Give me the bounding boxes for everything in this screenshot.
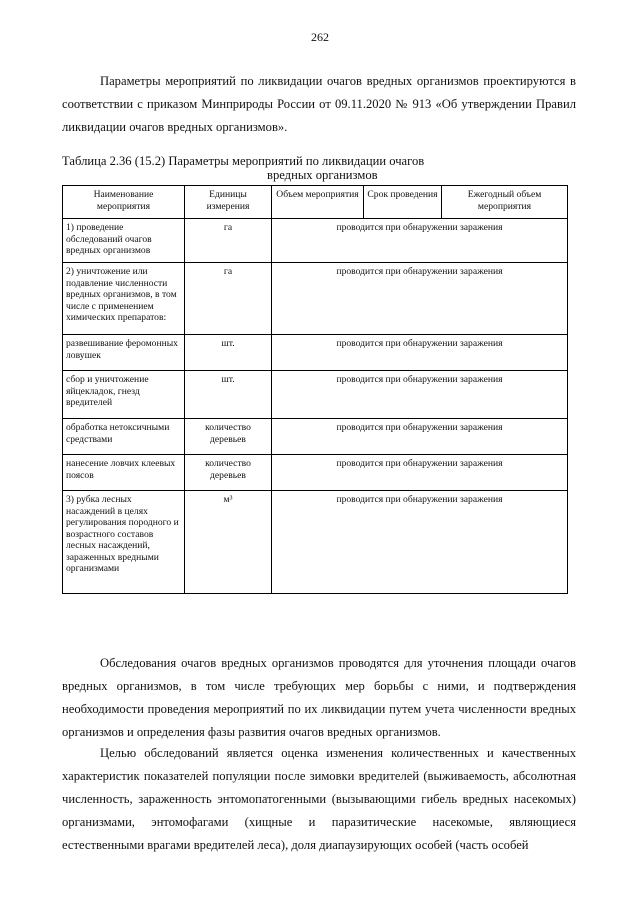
table-row <box>63 371 568 419</box>
row-note-cell: проводится при обнаружении заражения <box>272 491 568 594</box>
table-row <box>63 491 568 594</box>
row-name-cell: сбор и уничтожение яйцекладок, гнезд вредителей <box>63 371 185 419</box>
row-note-cell: проводится при обнаружении заражения <box>272 219 568 263</box>
table-row <box>63 219 568 263</box>
table-row <box>63 455 568 491</box>
header-cell: Наименование мероприятия <box>63 186 185 219</box>
row-note-cell: проводится при обнаружении заражения <box>272 455 568 491</box>
table-row <box>63 419 568 455</box>
row-note-cell: проводится при обнаружении заражения <box>272 371 568 419</box>
row-unit-cell: га <box>185 219 272 263</box>
row-unit-cell: м³ <box>185 491 272 594</box>
header-cell: Единицы измерения <box>185 186 272 219</box>
intro-paragraph: Параметры мероприятий по ликвидации очагов вредных организмов проектируются в соответствии с приказом Минприроды России от 09.11.2020 № 913 «Об утверждении Правил ликвидации очагов вредных организмов». <box>62 74 576 134</box>
row-unit-cell: га <box>185 263 272 335</box>
row-note-cell: проводится при обнаружении заражения <box>272 335 568 371</box>
paragraph-survey-purpose: Обследования очагов вредных организмов проводятся для уточнения площади очагов вредных организмов, в том числе требующих мер борьбы с ними, и подтверждения необходимости проведения мероприятий по их ликвидации путем учета численности вредных организмов и определения фазы развития очагов вредных организмов. <box>62 656 576 739</box>
table-caption-line2: вредных организмов <box>267 168 378 182</box>
row-name-cell: обработка нетоксичными средствами <box>63 419 185 455</box>
table-row <box>63 263 568 335</box>
row-note-cell: проводится при обнаружении заражения <box>272 263 568 335</box>
row-name-cell: 1) проведение обследований очагов вредных организмов <box>63 219 185 263</box>
row-name-cell: 3) рубка лесных насаждений в целях регулирования породного и возрастного составов лесных насаждений, зараженных вредными организмами <box>63 491 185 594</box>
page-number: 262 <box>311 30 329 44</box>
row-name-cell: 2) уничтожение или подавление численности вредных организмов, в том числе с применением химических препаратов: <box>63 263 185 335</box>
row-note-cell: проводится при обнаружении заражения <box>272 419 568 455</box>
header-cell: Срок проведения <box>364 186 442 219</box>
row-unit-cell: шт. <box>185 335 272 371</box>
measures-table <box>62 185 568 594</box>
paragraph-survey-goal: Целью обследований является оценка изменения количественных и качественных характеристик показателей популяции после зимовки вредителей (выживаемость, абсолютная численность, зараженность энтомопатогенными (вызывающими гибель вредных насекомых) организмами, энтомофагами (хищные и паразитические насекомые, являющиеся естественными врагами вредителей леса), доля диапаузирующих особей (часть особей <box>62 746 576 852</box>
row-name-cell: нанесение ловчих клеевых поясов <box>63 455 185 491</box>
row-unit-cell: количество деревьев <box>185 455 272 491</box>
header-cell: Ежегодный объем мероприятия <box>442 186 568 219</box>
table-caption <box>62 154 424 182</box>
table-row <box>63 335 568 371</box>
table-caption-line1: Таблица 2.36 (15.2) Параметры мероприятий по ликвидации очагов <box>62 154 425 168</box>
row-unit-cell: шт. <box>185 371 272 419</box>
header-cell: Объем мероприятия <box>272 186 364 219</box>
table-header-row <box>63 186 568 219</box>
row-name-cell: развешивание феромонных ловушек <box>63 335 185 371</box>
row-unit-cell: количество деревьев <box>185 419 272 455</box>
